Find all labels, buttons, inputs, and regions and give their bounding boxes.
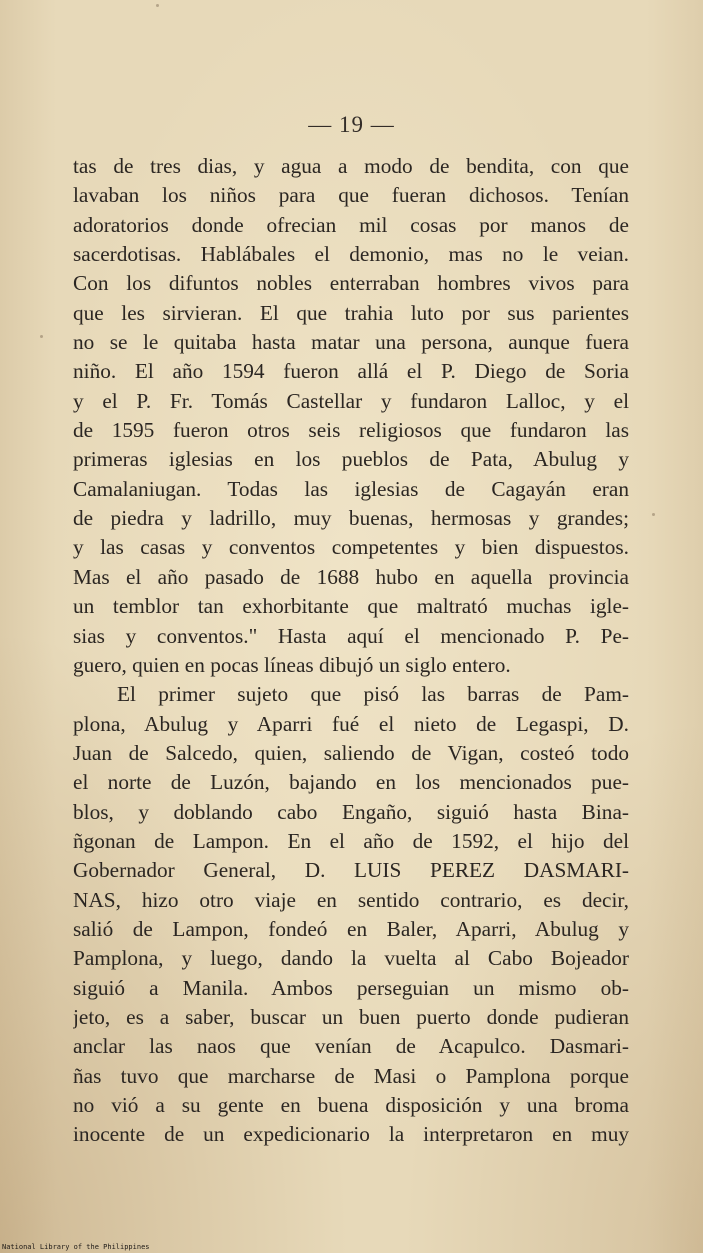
text-line: anclar las naos que venían de Acapulco. Dasmari- [73, 1034, 629, 1059]
text-line: un temblor tan exhorbitante que maltrató muchas igle- [73, 594, 629, 619]
paper-speck [652, 513, 655, 516]
body-text [73, 152, 629, 1150]
text-line: Con los difuntos nobles enterraban hombres vivos para [73, 271, 629, 296]
text-line: de 1595 fueron otros seis religiosos que fundaron las [73, 418, 629, 443]
library-credit: National Library of the Philippines [2, 1243, 150, 1251]
text-line: el norte de Luzón, bajando en los mencionados pue- [73, 770, 629, 795]
page-number: — 19 — [308, 112, 395, 137]
text-line: de piedra y ladrillo, muy buenas, hermosas y grandes; [73, 506, 629, 531]
text-line: inocente de un expedicionario la interpretaron en muy [73, 1122, 629, 1147]
paper-speck [156, 4, 159, 7]
text-line: ñgonan de Lampon. En el año de 1592, el hijo del [73, 828, 629, 853]
text-line: Gobernador General, D. LUIS PEREZ DASMARI- [73, 858, 629, 883]
text-line: primeras iglesias en los pueblos de Pata, Abulug y [73, 447, 629, 472]
paper-speck [40, 335, 43, 338]
text-line: sias y conventos." Hasta aquí el mencionado P. Pe- [73, 623, 629, 648]
paragraph-end-line: guero, quien en pocas líneas dibujó un siglo entero. [73, 652, 511, 677]
text-line: salió de Lampon, fondeó en Baler, Aparri, Abulug y [73, 916, 629, 941]
text-line: y las casas y conventos competentes y bien dispuestos. [73, 535, 629, 560]
text-line: sacerdotisas. Hablábales el demonio, mas no le veian. [73, 242, 629, 267]
text-line: NAS, hizo otro viaje en sentido contrario, es decir, [73, 887, 629, 912]
text-line: no se le quitaba hasta matar una persona, aunque fuera [73, 330, 629, 355]
text-line: lavaban los niños para que fueran dichosos. Tenían [73, 183, 629, 208]
paragraph-start-line: El primer sujeto que pisó las barras de Pam- [117, 682, 629, 707]
text-line: adoratorios donde ofrecian mil cosas por manos de [73, 212, 629, 237]
text-line: siguió a Manila. Ambos perseguian un mismo ob- [73, 975, 629, 1000]
text-line: Mas el año pasado de 1688 hubo en aquella provincia [73, 564, 629, 589]
text-line: plona, Abulug y Aparri fué el nieto de Legaspi, D. [73, 711, 629, 736]
text-line: tas de tres dias, y agua a modo de bendita, con que [73, 154, 629, 178]
text-line: Juan de Salcedo, quien, saliendo de Vigan, costeó todo [73, 740, 629, 765]
text-line: niño. El año 1594 fueron allá el P. Diego de Soria [73, 359, 629, 384]
text-line: Pamplona, y luego, dando la vuelta al Cabo Bojeador [73, 946, 629, 971]
text-line: jeto, es a saber, buscar un buen puerto donde pudieran [73, 1004, 629, 1029]
text-line: Camalaniugan. Todas las iglesias de Cagayán eran [73, 476, 629, 501]
text-line: ñas tuvo que marcharse de Masi o Pamplona porque [73, 1063, 629, 1088]
text-line: blos, y doblando cabo Engaño, siguió hasta Bina- [73, 799, 629, 824]
text-line: no vió a su gente en buena disposición y una broma [73, 1093, 629, 1117]
text-line: que les sirvieran. El que trahia luto por sus parientes [73, 300, 629, 325]
text-line: y el P. Fr. Tomás Castellar y fundaron Lalloc, y el [73, 388, 629, 413]
